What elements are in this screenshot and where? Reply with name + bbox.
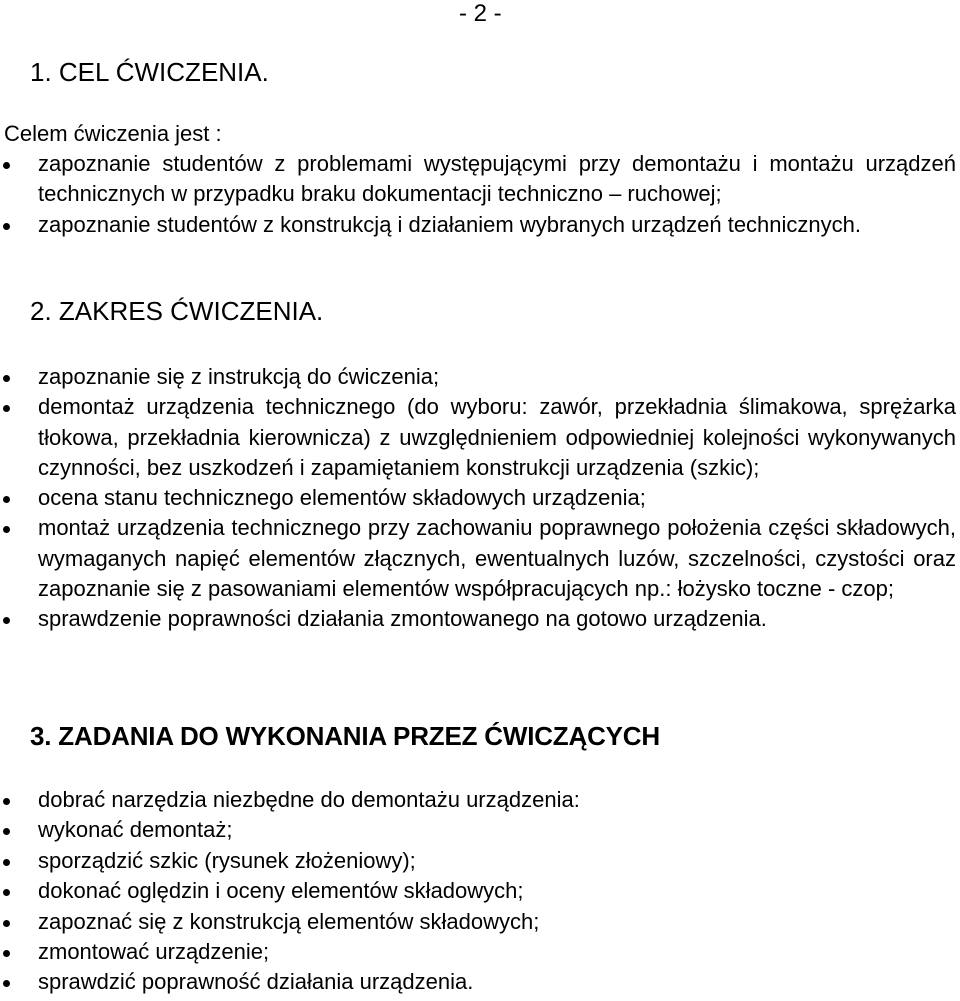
list-item: montaż urządzenia technicznego przy zachowaniu poprawnego położenia części składowych, wymaganych napięć elementów złącznych, ewentualnych luzów, szczelności, czystości oraz zapoznanie się z pasowaniami elementów współpracujących np.: łożysko toczne - czop; bbox=[0, 513, 956, 604]
section-3-heading: 3. ZADANIA DO WYKONANIA PRZEZ ĆWICZĄCYCH bbox=[30, 721, 660, 751]
section-2-heading: 2. ZAKRES ĆWICZENIA. bbox=[30, 296, 324, 326]
list-item: zapoznanie studentów z problemami występującymi przy demontażu i montażu urządzeń technicznych w przypadku braku dokumentacji techniczno – ruchowej; bbox=[0, 149, 956, 210]
list-item: ocena stanu technicznego elementów składowych urządzenia; bbox=[0, 483, 956, 513]
list-item: zmontować urządzenie; bbox=[0, 937, 956, 967]
section-2-list bbox=[0, 362, 956, 635]
section-1-intro: Celem ćwiczenia jest : bbox=[4, 121, 222, 146]
section-1-list bbox=[0, 149, 956, 240]
section-3-list bbox=[0, 785, 956, 998]
list-item: demontaż urządzenia technicznego (do wyboru: zawór, przekładnia ślimakowa, sprężarka tłokowa, przekładnia kierownicza) z uwzględnieniem odpowiedniej kolejności wykonywanych czynności, bez uszkodzeń i zapamiętaniem konstrukcji urządzenia (szkic); bbox=[0, 392, 956, 483]
list-item: wykonać demontaż; bbox=[0, 815, 956, 845]
list-item: sprawdzić poprawność działania urządzenia. bbox=[0, 967, 956, 997]
list-item: dobrać narzędzia niezbędne do demontażu urządzenia: bbox=[0, 785, 956, 815]
list-item: dokonać oględzin i oceny elementów składowych; bbox=[0, 876, 956, 906]
list-item: zapoznanie studentów z konstrukcją i działaniem wybranych urządzeń technicznych. bbox=[0, 210, 956, 240]
list-item: sporządzić szkic (rysunek złożeniowy); bbox=[0, 846, 956, 876]
section-1-heading: 1. CEL ĆWICZENIA. bbox=[30, 57, 269, 87]
list-item: sprawdzenie poprawności działania zmontowanego na gotowo urządzenia. bbox=[0, 604, 956, 634]
list-item: zapoznać się z konstrukcją elementów składowych; bbox=[0, 907, 956, 937]
page-number: - 2 - bbox=[459, 0, 502, 27]
list-item: zapoznanie się z instrukcją do ćwiczenia; bbox=[0, 362, 956, 392]
